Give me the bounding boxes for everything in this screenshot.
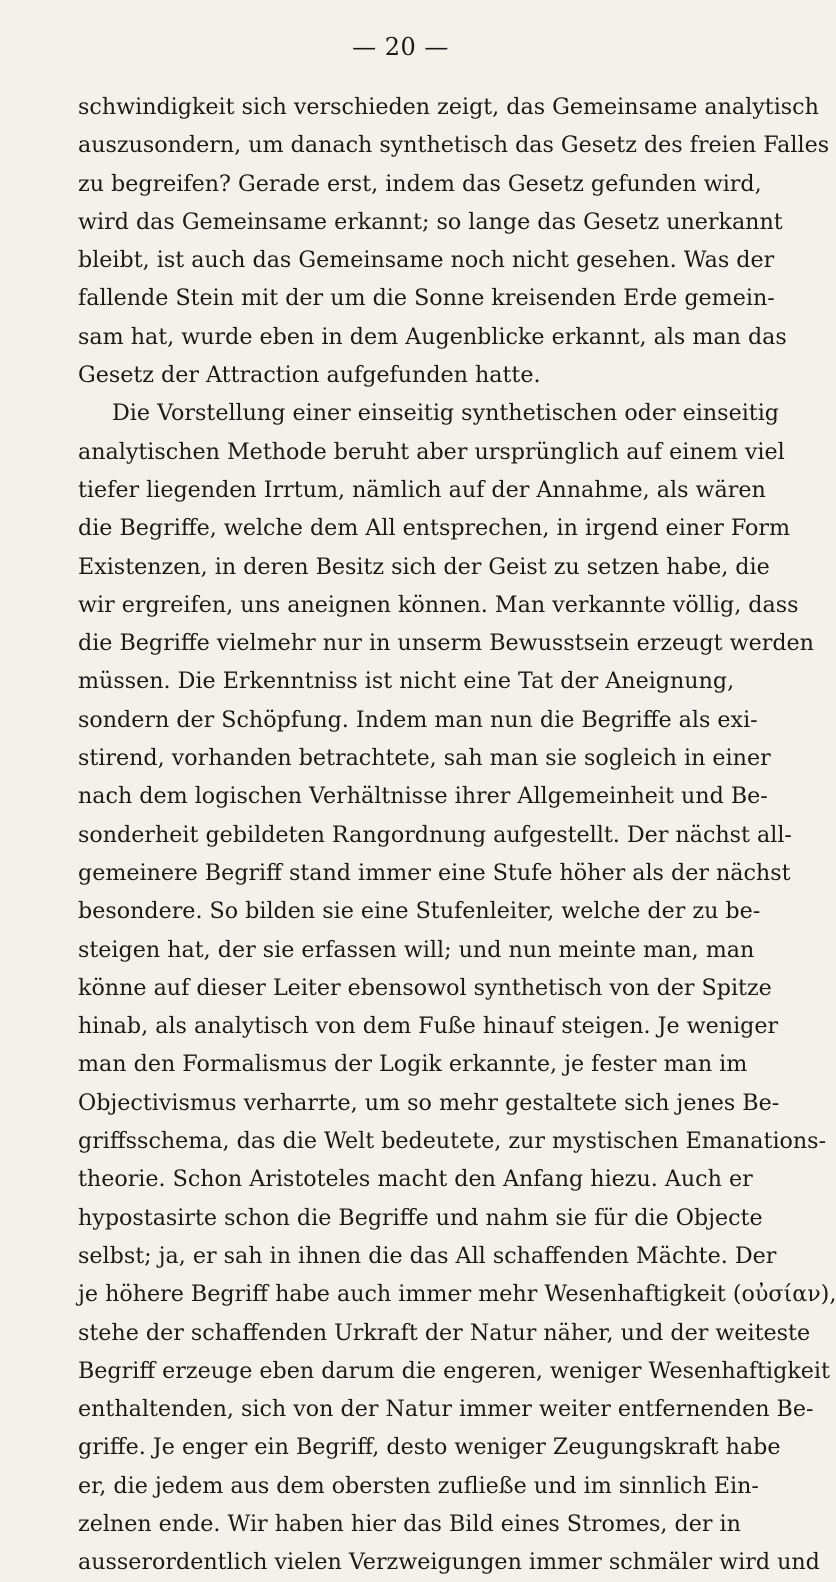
paragraph-end-line: Gesetz der Attraction aufgefunden hatte. xyxy=(78,362,541,389)
text-line: die Begriffe, welche dem All entsprechen, in irgend einer Form xyxy=(78,515,791,542)
text-line: tiefer liegenden Irrtum, nämlich auf der Annahme, als wären xyxy=(78,476,766,503)
text-line: hypostasirte schon die Begriffe und nahm sie für die Objecte xyxy=(78,1204,763,1231)
text-line: sondern der Schöpfung. Indem man nun die Begriffe als exi- xyxy=(78,706,758,733)
page-number: — 20 — xyxy=(352,33,449,61)
text-line: hinab, als analytisch von dem Fuße hinauf steigen. Je weniger xyxy=(78,1013,779,1040)
text-line: wir ergreifen, uns aneignen können. Man verkannte völlig, dass xyxy=(78,591,799,618)
text-line: sam hat, wurde eben in dem Augenblicke erkannt, als man das xyxy=(78,323,787,350)
text-line: steigen hat, der sie erfassen will; und nun meinte man, man xyxy=(78,936,755,963)
paragraph-start-line: Die Vorstellung einer einseitig synthetischen oder einseitig xyxy=(112,400,780,427)
text-line: könne auf dieser Leiter ebensowol synthetisch von der Spitze xyxy=(78,974,772,1001)
text-line: griffsschema, das die Welt bedeutete, zur mystischen Emanations- xyxy=(78,1128,827,1155)
text-line: schwindigkeit sich verschieden zeigt, das Gemeinsame analytisch xyxy=(78,94,819,120)
body-text xyxy=(78,88,836,1582)
text-line: wird das Gemeinsame erkannt; so lange das Gesetz unerkannt xyxy=(78,208,783,235)
text-line: je höhere Begriff habe auch immer mehr Wesenhaftigkeit (οὐσίαν), xyxy=(78,1281,836,1308)
text-line: griffe. Je enger ein Begriff, desto weniger Zeugungskraft habe xyxy=(78,1434,781,1461)
text-line: selbst; ja, er sah in ihnen die das All schaffenden Mächte. Der xyxy=(78,1242,777,1269)
text-line: auszusondern, um danach synthetisch das Gesetz des freien Falles xyxy=(78,132,830,159)
text-line: gemeinere Begriff stand immer eine Stufe höher als der nächst xyxy=(78,859,791,886)
text-line: Begriff erzeuge eben darum die engeren, weniger Wesenhaftigkeit xyxy=(78,1357,830,1384)
text-line: fallende Stein mit der um die Sonne kreisenden Erde gemein- xyxy=(78,285,775,312)
text-line: er, die jedem aus dem obersten zufließe und im sinnlich Ein- xyxy=(78,1472,759,1499)
text-line: stirend, vorhanden betrachtete, sah man sie sogleich in einer xyxy=(78,745,771,772)
text-line: zelnen ende. Wir haben hier das Bild eines Stromes, der in xyxy=(78,1510,741,1537)
text-line: man den Formalismus der Logik erkannte, je fester man im xyxy=(78,1051,748,1078)
text-line: zu begreifen? Gerade erst, indem das Gesetz gefunden wird, xyxy=(78,170,762,197)
text-line: müssen. Die Erkenntniss ist nicht eine Tat der Aneignung, xyxy=(78,668,735,695)
text-line: bleibt, ist auch das Gemeinsame noch nicht gesehen. Was der xyxy=(78,247,775,274)
text-line: enthaltenden, sich von der Natur immer weiter entfernenden Be- xyxy=(78,1396,814,1423)
text-line: theorie. Schon Aristoteles macht den Anfang hiezu. Auch er xyxy=(78,1166,753,1193)
text-line: die Begriffe vielmehr nur in unserm Bewusstsein erzeugt werden xyxy=(78,630,814,657)
text-line: sonderheit gebildeten Rangordnung aufgestellt. Der nächst all- xyxy=(78,821,792,848)
text-line: ausserordentlich vielen Verzweigungen immer schmäler wird und xyxy=(78,1549,820,1576)
text-line: Objectivismus verharrte, um so mehr gestaltete sich jenes Be- xyxy=(78,1089,780,1116)
text-line: Existenzen, in deren Besitz sich der Geist zu setzen habe, die xyxy=(78,553,770,580)
text-line: analytischen Methode beruht aber ursprünglich auf einem viel xyxy=(78,438,785,465)
text-line: besondere. So bilden sie eine Stufenleiter, welche der zu be- xyxy=(78,898,761,925)
text-line: nach dem logischen Verhältnisse ihrer Allgemeinheit und Be- xyxy=(78,783,768,810)
text-line: stehe der schaffenden Urkraft der Natur näher, und der weiteste xyxy=(78,1319,811,1346)
